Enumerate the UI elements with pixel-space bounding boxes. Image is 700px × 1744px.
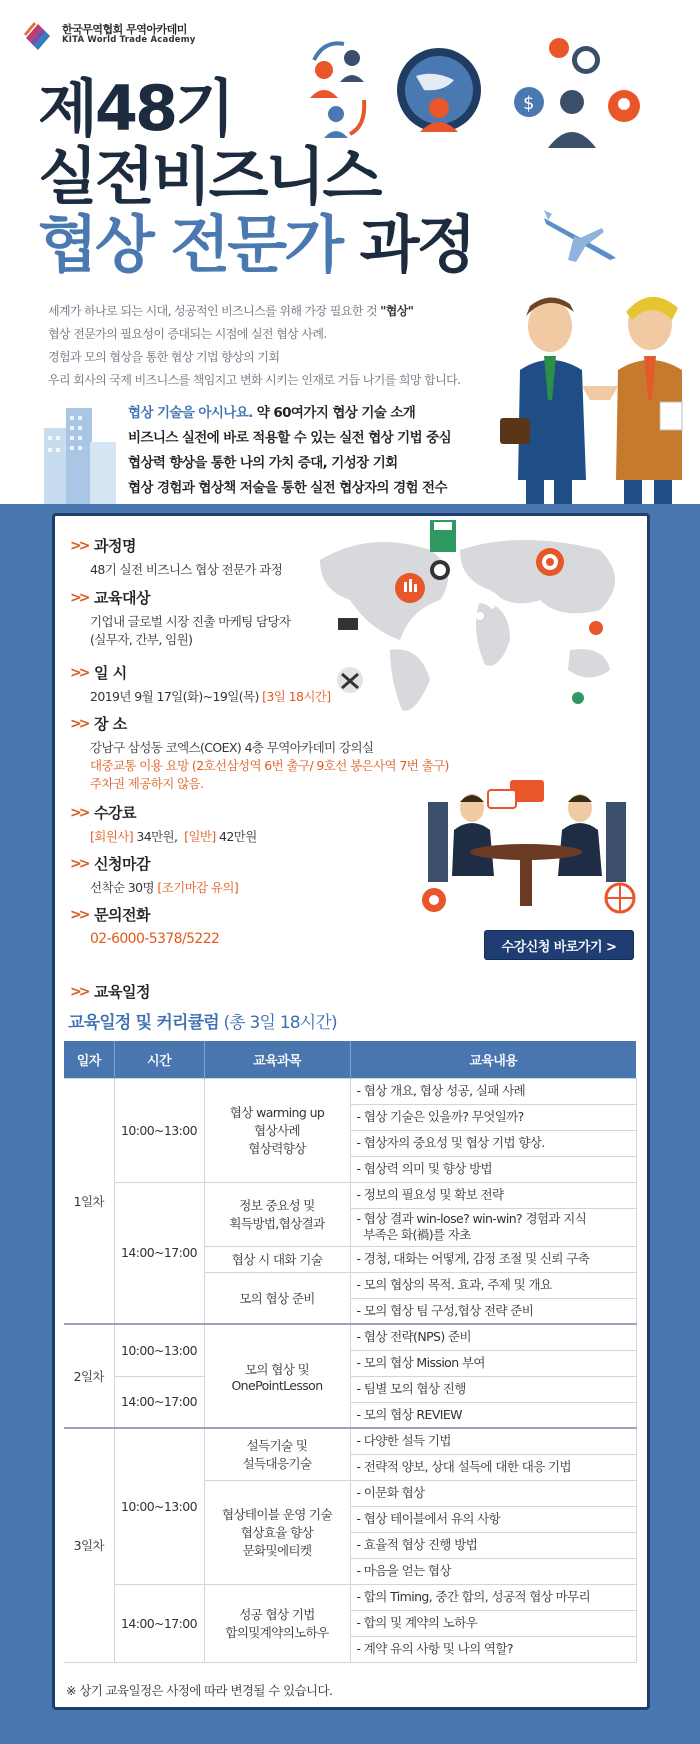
- content-cell: - 합의 및 계약의 노하우: [350, 1610, 636, 1636]
- header-content: 교육내용: [350, 1041, 636, 1078]
- info-fee-general: 42만원: [215, 829, 257, 844]
- content-cell: - 팀별 모의 협상 진행: [350, 1376, 636, 1402]
- schedule-label-text: 교육일정: [94, 983, 150, 1001]
- time-cell: 10:00~13:00: [114, 1078, 204, 1182]
- subject-cell: [204, 1324, 350, 1428]
- subject-cell: [204, 1182, 350, 1246]
- schedule-title-main: 교육일정 및 커리큘럼: [68, 1013, 219, 1033]
- info-place-line-2: 대중교통 이용 요망 (2호선삼성역 6번 출구/ 9호선 봉은사역 7번 출구): [90, 758, 449, 773]
- content-cell: - 계약 유의 사항 및 나의 역할?: [350, 1636, 636, 1662]
- schedule-label: [70, 981, 150, 1002]
- info-date-value: 2019년 9월 17일(화)~19일(목): [90, 689, 263, 704]
- time-cell: 14:00~17:00: [114, 1584, 204, 1662]
- header-day: 일자: [64, 1041, 114, 1078]
- table-row: [64, 1324, 636, 1350]
- subject-cell: [204, 1480, 350, 1584]
- content-cell: - 협상 테이블에서 유의 사항: [350, 1506, 636, 1532]
- table-row: [64, 1078, 636, 1104]
- subject-line: 협상 warming up: [229, 1105, 325, 1120]
- chevron-right-icon: >>: [70, 804, 88, 821]
- day-3: 3일차: [64, 1428, 114, 1662]
- schedule-title-sub: (총 3일 18시간): [218, 1013, 337, 1033]
- info-fee-member-tag: [회원사]: [90, 829, 133, 844]
- header-subject: 교육과목: [204, 1041, 350, 1078]
- info-target-label: 교육대상: [94, 589, 150, 607]
- info-target: [70, 587, 290, 649]
- intro-line-3: 경험과 모의 협상을 통한 협상 기법 향상의 기회: [48, 350, 280, 364]
- subject-cell: 모의 협상 준비: [204, 1272, 350, 1324]
- logo[interactable]: [22, 18, 196, 52]
- time-cell: 10:00~13:00: [114, 1324, 204, 1376]
- chevron-right-icon: >>: [70, 855, 88, 872]
- content-cell: - 마음을 얻는 협상: [350, 1558, 636, 1584]
- chevron-right-icon: >>: [70, 715, 88, 732]
- chevron-right-icon: >>: [70, 983, 88, 1000]
- content-cell: - 경청, 대화는 어떻게, 감정 조절 및 신뢰 구축: [350, 1246, 636, 1272]
- title-accent: 협상 전문가: [38, 208, 342, 281]
- info-deadline: [70, 853, 238, 897]
- subject-cell: [204, 1078, 350, 1182]
- info-date-label: 일 시: [94, 664, 127, 682]
- table-header-row: [64, 1041, 636, 1078]
- point-1-highlight: 협상 기술을 아시나요.: [128, 405, 253, 421]
- info-fee: [70, 802, 257, 846]
- point-3: 협상력 향상을 통한 나의 가치 증대, 기성장 기회: [128, 455, 398, 471]
- intro-line-2: 협상 전문가의 필요성이 증대되는 시점에 실전 협상 사례.: [48, 327, 327, 341]
- info-place: [70, 713, 449, 793]
- title-course: 과정: [359, 208, 474, 281]
- table-row: [64, 1182, 636, 1208]
- table-row: [64, 1428, 636, 1454]
- key-points: [128, 401, 451, 501]
- subject-cell: 협상 시 대화 기술: [204, 1246, 350, 1272]
- point-4: 협상 경험과 협상책 저술을 통한 실전 협상자의 경험 전수: [128, 480, 447, 496]
- content-line: 부족은 화(禍)를 자초: [356, 1227, 471, 1242]
- content-cell: - 협상 전략(NPS) 준비: [350, 1324, 636, 1350]
- time-cell: 14:00~17:00: [114, 1376, 204, 1428]
- content-cell: - 전략적 양보, 상대 설득에 대한 대응 기법: [350, 1454, 636, 1480]
- point-1-rest: 약 60여가지 협상 기술 소개: [252, 405, 416, 421]
- subject-line: OnePointLesson: [231, 1377, 323, 1393]
- meeting-illustration-icon: [420, 780, 650, 920]
- info-contact-phone[interactable]: 02-6000-5378/5222: [90, 931, 220, 947]
- info-place-line-1: 강남구 삼성동 코엑스(COEX) 4층 무역아카데미 강의실: [90, 740, 374, 755]
- kita-logo-icon: [22, 18, 56, 52]
- info-course-value: 48기 실전 비즈니스 협상 전문가 과정: [90, 562, 283, 577]
- title-line-3: [38, 208, 474, 284]
- content-cell: - 협상 개요, 협상 성공, 실패 사례: [350, 1078, 636, 1104]
- info-target-line-1: 기업내 글로벌 시장 진출 마케팅 담당자: [90, 614, 291, 629]
- info-fee-member: 34만원,: [132, 829, 185, 844]
- table-row: [64, 1584, 636, 1610]
- intro-line-4: 우리 회사의 국제 비즈니스를 책임지고 변화 시키는 인재로 거듭 나기를 희망 합니다.: [48, 373, 461, 387]
- schedule-note: ※ 상기 교육일정은 사정에 따라 변경될 수 있습니다.: [66, 1683, 333, 1698]
- intro-text: [48, 300, 460, 392]
- time-cell: 10:00~13:00: [114, 1428, 204, 1584]
- content-cell: - 다양한 설득 기법: [350, 1428, 636, 1454]
- content-cell: - 모의 협상 REVIEW: [350, 1402, 636, 1428]
- subject-line: 설득기술 및: [246, 1438, 308, 1454]
- subject-line: 협상사례: [254, 1123, 300, 1138]
- info-contact-label: 문의전화: [94, 906, 150, 924]
- subject-line: 협상효율 향상: [240, 1525, 314, 1540]
- content-cell: [350, 1208, 636, 1246]
- logo-korean-text: 한국무역협회 무역아카데미: [62, 22, 187, 36]
- curriculum-table: [64, 1041, 637, 1663]
- content-cell: - 이문화 협상: [350, 1480, 636, 1506]
- content-cell: - 모의 협상 팀 구성,협상 전략 준비: [350, 1298, 636, 1324]
- point-2: 비즈니스 실전에 바로 적용할 수 있는 실전 협상 기법 중심: [128, 430, 452, 446]
- chevron-right-icon: >>: [70, 906, 88, 923]
- info-place-label: 장 소: [94, 715, 127, 733]
- chevron-right-icon: >>: [70, 589, 88, 606]
- title-line-1: 제48기: [38, 72, 233, 145]
- schedule-title: [68, 1008, 337, 1033]
- handshake-illustration-icon: [500, 290, 700, 508]
- time-cell: 14:00~17:00: [114, 1182, 204, 1324]
- logo-english-text: KITA World Trade Academy: [62, 35, 196, 46]
- world-map-icon: [310, 520, 640, 720]
- info-place-line-3: 주차권 제공하지 않음.: [90, 776, 204, 791]
- intro-highlight: "협상": [380, 304, 414, 318]
- info-deadline-label: 신청마감: [94, 855, 150, 873]
- content-line: - 협상 결과 win-lose? win-win? 경험과 지식: [356, 1211, 587, 1226]
- content-cell: - 협상자의 중요성 및 협상 기법 향상.: [350, 1130, 636, 1156]
- title-line-2: 실전비즈니스: [38, 140, 380, 213]
- header-time: 시간: [114, 1041, 204, 1078]
- content-cell: - 정보의 필요성 및 확보 전략: [350, 1182, 636, 1208]
- info-course: [70, 535, 282, 579]
- intro-line-1: 세계가 하나로 되는 시대, 성공적인 비즈니스를 위해 가장 필요한 것: [48, 304, 381, 318]
- content-cell: - 효율적 협상 진행 방법: [350, 1532, 636, 1558]
- content-cell: - 모의 협상 Mission 부여: [350, 1350, 636, 1376]
- content-cell: - 협상력 의미 및 향상 방법: [350, 1156, 636, 1182]
- info-date-highlight: [3일 18시간]: [262, 689, 331, 704]
- airplane-icon: [540, 210, 620, 270]
- subject-line: 협상력향상: [248, 1141, 306, 1156]
- info-course-label: 과정명: [94, 537, 136, 555]
- info-deadline-highlight: [조기마감 유의]: [157, 880, 239, 895]
- day-1: 1일차: [64, 1078, 114, 1324]
- apply-button[interactable]: 수강신청 바로가기 >: [484, 930, 634, 960]
- subject-cell: [204, 1428, 350, 1480]
- info-target-line-2: (실무자, 간부, 임원): [90, 632, 193, 647]
- business-people-icon: [304, 30, 674, 150]
- svg-text:$: $: [523, 93, 535, 114]
- day-2: 2일차: [64, 1324, 114, 1428]
- subject-cell: [204, 1584, 350, 1662]
- info-deadline-value: 선착순 30명: [90, 880, 158, 895]
- table-row: [64, 1376, 636, 1402]
- chevron-right-icon: >>: [70, 664, 88, 681]
- hero-section: [0, 0, 700, 508]
- subject-line: 합의및계약의노하우: [225, 1625, 329, 1640]
- subject-line: 정보 중요성 및: [239, 1198, 315, 1213]
- subject-line: 모의 협상 및: [244, 1361, 310, 1377]
- subject-line: 문화및에티켓: [242, 1543, 312, 1558]
- content-cell: - 합의 Timing, 중간 합의, 성공적 협상 마무리: [350, 1584, 636, 1610]
- content-cell: - 협상 기술은 있을까? 무엇일까?: [350, 1104, 636, 1130]
- subject-line: 성공 협상 기법: [239, 1607, 315, 1622]
- chevron-right-icon: >>: [70, 537, 88, 554]
- info-contact: [70, 904, 219, 948]
- content-cell: - 모의 협상의 목적. 효과, 주제 및 개요: [350, 1272, 636, 1298]
- subject-line: 협상테이블 운영 기술: [221, 1507, 333, 1522]
- subject-line: 설득대응기술: [242, 1456, 312, 1472]
- subject-line: 획득방법,협상결과: [229, 1216, 325, 1231]
- info-date: [70, 662, 331, 706]
- buildings-icon: [40, 408, 120, 508]
- info-fee-label: 수강료: [94, 804, 136, 822]
- info-fee-general-tag: [일반]: [184, 829, 216, 844]
